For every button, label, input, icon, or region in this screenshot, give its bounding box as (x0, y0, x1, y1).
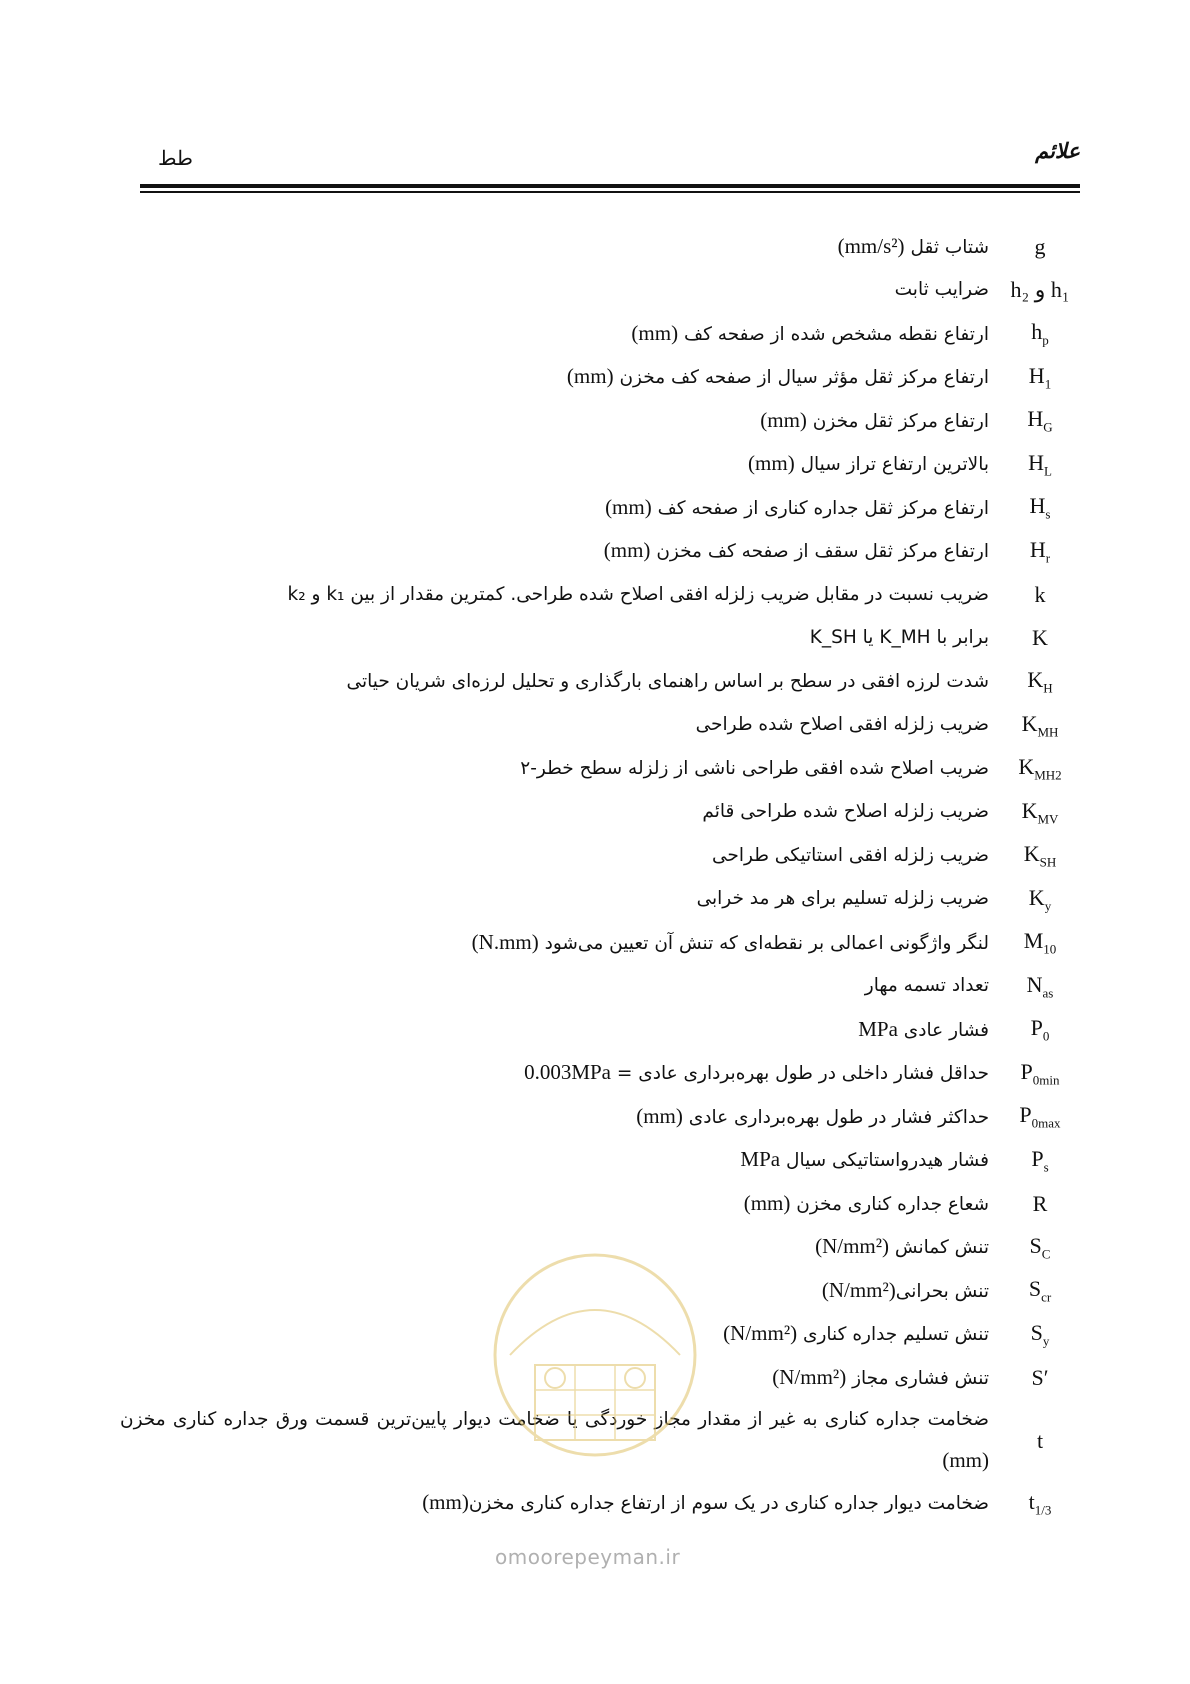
symbol-description: ارتفاع نقطه مشخص شده از صفحه کف (mm) (631, 320, 989, 345)
symbol: R (1032, 1190, 1048, 1216)
symbol: K (1032, 625, 1048, 651)
watermark-logo (480, 1245, 710, 1485)
symbol-row (120, 530, 1085, 574)
symbol-description: ضخامت جداره کناری به غیر از مقدار مجاز خوردگی یا ضخامت دیوار پایین‌ترین قسمت ورق جداره کناری مخزن (mm) (120, 1409, 989, 1472)
symbol: $K_{MH2}$ (1018, 754, 1062, 783)
unit: (N/mm²) (772, 1364, 847, 1389)
symbol: $N_{as}$ (1026, 971, 1054, 1000)
unit: (mm) (748, 451, 795, 476)
symbol-description: ضریب نسبت در مقابل ضریب زلزله افقی اصلاح شده طراحی. کمترین مقدار از بین k₁ و k₂ (287, 583, 989, 605)
section-title: علائم (1035, 138, 1080, 163)
symbol-description: ضریب زلزله افقی اصلاح شده طراحی (695, 714, 989, 736)
symbol-description: تنش فشاری مجاز (N/mm²) (772, 1364, 989, 1389)
symbol-description: ضریب زلزله اصلاح شده طراحی قائم (702, 801, 989, 823)
unit: (mm) (760, 407, 807, 432)
symbol-description: شتاب ثقل (mm/s²) (837, 233, 989, 258)
symbol-row (120, 1008, 1085, 1052)
symbol-description: ضریب زلزله افقی استاتیکی طراحی (711, 844, 989, 866)
unit: (mm/s²) (837, 233, 905, 258)
symbol: g (1034, 233, 1046, 259)
symbol-row (120, 1052, 1085, 1096)
symbol-row (120, 1182, 1085, 1226)
symbol-row (120, 443, 1085, 487)
symbol-row (120, 747, 1085, 791)
symbol-description: شعاع جداره کناری مخزن (mm) (743, 1190, 989, 1215)
symbol-description: لنگر واژگونی اعمالی بر نقطه‌ای که تنش آن تعیین می‌شود (N.mm) (471, 929, 989, 954)
symbol-row (120, 834, 1085, 878)
symbol: k (1034, 581, 1046, 607)
unit: (N.mm) (471, 929, 539, 954)
unit: MPa (858, 1016, 898, 1041)
symbol: $h_p$ (1031, 319, 1049, 348)
symbol-description: ضریب اصلاح شده افقی طراحی ناشی از زلزله سطح خطر-۲ (520, 757, 989, 779)
symbol-description: ارتفاع مرکز ثقل جداره کناری از صفحه کف (mm) (605, 494, 989, 519)
symbol: t (1036, 1427, 1044, 1453)
symbol: h₂ و h₁ (1010, 277, 1070, 303)
symbol-row (120, 312, 1085, 356)
unit: (mm) (603, 538, 651, 563)
unit: MPa (740, 1147, 781, 1172)
symbol: $P_s$ (1031, 1145, 1049, 1174)
unit: (mm) (743, 1190, 791, 1215)
symbol-description: برابر با K_MH یا K_SH (809, 627, 989, 649)
symbol: $S_{cr}$ (1028, 1276, 1052, 1305)
symbol-description: تنش تسلیم جداره کناری (N/mm²) (723, 1321, 989, 1346)
symbol-row (120, 486, 1085, 530)
header-rule-thick (140, 184, 1080, 188)
symbol-row (120, 269, 1085, 313)
unit: (mm) (631, 320, 679, 345)
symbol: $t_{1/3}$ (1028, 1488, 1052, 1517)
symbol-description: فشار عادی MPa (858, 1016, 989, 1041)
watermark-text: omoorepeyman.ir (495, 1545, 681, 1569)
unit: (N/mm²) (723, 1321, 798, 1346)
symbol-row (120, 704, 1085, 748)
symbol-row (120, 617, 1085, 661)
symbol-row (120, 225, 1085, 269)
symbol-description: تعداد تسمه مهار (864, 975, 989, 997)
symbol: $K_y$ (1028, 884, 1052, 913)
symbol-description: بالاترین ارتفاع تراز سیال (mm) (748, 451, 989, 476)
symbol: S′ (1031, 1364, 1049, 1390)
symbol-row (120, 921, 1085, 965)
symbol-description: ضخامت دیوار جداره کناری در یک سوم از ارتفاع جداره کناری مخزن(mm) (422, 1490, 989, 1515)
symbol-row (120, 1482, 1085, 1526)
page-number: طط (158, 146, 193, 170)
symbol-description: ارتفاع مرکز ثقل مؤثر سیال از صفحه کف مخزن (mm) (566, 364, 989, 389)
unit: (mm) (942, 1448, 989, 1472)
symbol-description: ارتفاع مرکز ثقل مخزن (mm) (760, 407, 989, 432)
symbol-description: تنش کمانش (N/mm²) (815, 1234, 989, 1259)
symbol: $S_y$ (1030, 1319, 1050, 1348)
symbol: $K_H$ (1027, 667, 1053, 696)
symbol-description: فشار هیدرواستاتیکی سیال MPa (740, 1147, 989, 1172)
symbol-description: حداقل فشار داخلی در طول بهره‌برداری عادی = 0.003MPa (524, 1060, 989, 1085)
symbol: $S_C$ (1029, 1232, 1051, 1261)
symbol: $H_r$ (1029, 536, 1051, 565)
symbol: $H_s$ (1029, 493, 1051, 522)
symbol-description: ارتفاع مرکز ثقل سقف از صفحه کف مخزن (mm) (603, 538, 989, 563)
header-rule-thin (140, 191, 1080, 193)
symbol-row (120, 399, 1085, 443)
symbol-description: شدت لرزه افقی در سطح بر اساس راهنمای بارگذاری و تحلیل لرزه‌ای شریان حیاتی (346, 670, 989, 692)
unit: (mm) (636, 1103, 683, 1128)
symbol-row (120, 965, 1085, 1009)
symbol: $H_1$ (1028, 362, 1052, 391)
unit: (N/mm²) (821, 1277, 896, 1302)
symbol-description: حداکثر فشار در طول بهره‌برداری عادی (mm) (636, 1103, 989, 1128)
symbol-row (120, 356, 1085, 400)
symbol-row (120, 660, 1085, 704)
symbol: $K_{MV}$ (1021, 797, 1059, 826)
symbol-description: تنش بحرانی(N/mm²) (821, 1277, 989, 1302)
unit: (mm) (566, 364, 614, 389)
symbol: $K_{SH}$ (1023, 841, 1057, 870)
unit: (mm) (422, 1490, 469, 1515)
symbol: $H_L$ (1028, 449, 1052, 478)
symbol-row (120, 1095, 1085, 1139)
symbol-row (120, 573, 1085, 617)
symbol: $M_{10}$ (1023, 928, 1057, 957)
symbol: $P_{0max}$ (1019, 1102, 1061, 1131)
symbol-description: ضریب زلزله تسلیم برای هر مد خرابی (696, 888, 989, 910)
symbol-row (120, 1139, 1085, 1183)
symbol: $P_0$ (1030, 1015, 1050, 1044)
symbol-row (120, 878, 1085, 922)
symbol-row (120, 791, 1085, 835)
unit: (N/mm²) (815, 1234, 890, 1259)
symbol: $K_{MH}$ (1021, 710, 1059, 739)
unit: (mm) (605, 494, 652, 519)
symbol: $H_G$ (1027, 406, 1053, 435)
symbol-description: ضرایب ثابت (894, 279, 989, 301)
symbol: $P_{0min}$ (1020, 1058, 1060, 1087)
unit: 0.003MPa (524, 1060, 611, 1085)
